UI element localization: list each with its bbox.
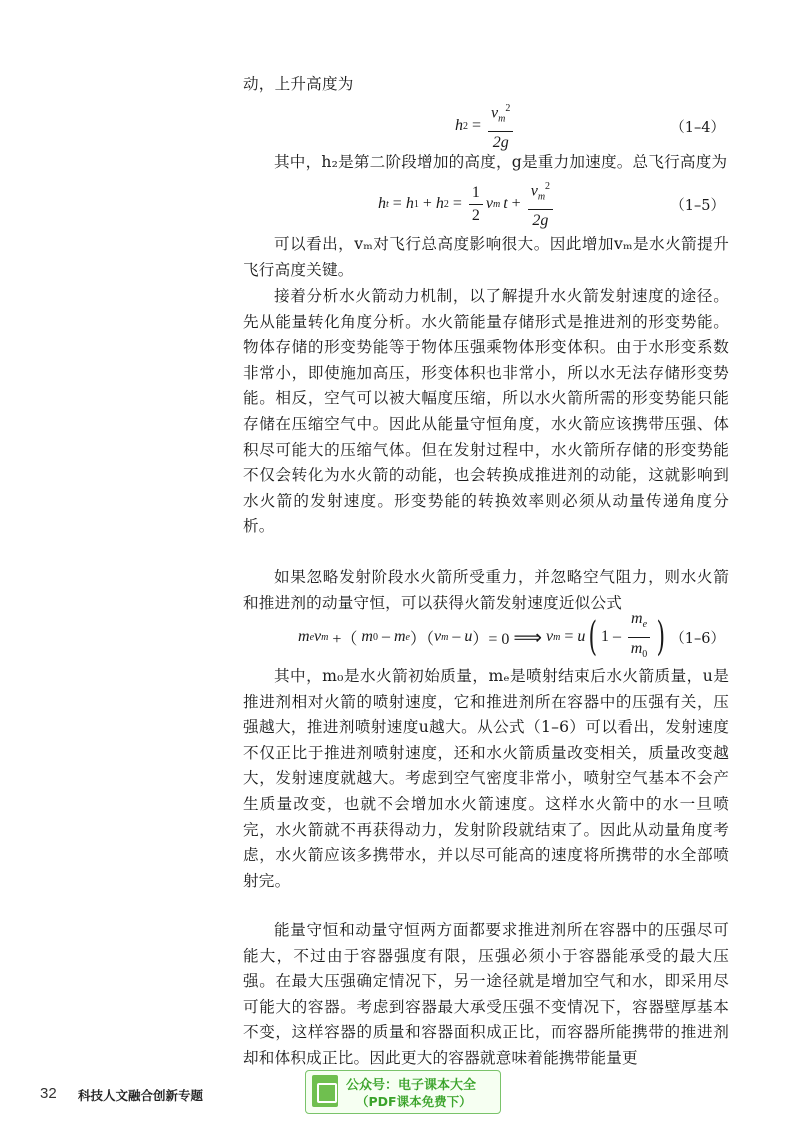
eq5-h2-sub: 2 <box>443 198 449 210</box>
eq5-num-sup: 2 <box>545 181 551 193</box>
eq6-plus-open: +（ <box>332 630 358 648</box>
eq6-minus-1: – <box>381 628 390 645</box>
eq6-paren-mid: ）（ <box>409 630 434 648</box>
eq4-lhs-sub: 2 <box>463 120 468 132</box>
eq5-vm-sub: m <box>492 198 501 210</box>
eq5-den: 2g <box>532 211 549 229</box>
equation-1-4 <box>243 100 729 152</box>
eq6-m0: m <box>361 628 373 645</box>
eq5-fraction <box>528 177 553 231</box>
eq5-equals-1: = <box>392 195 402 212</box>
equation-number-1-4: （1–4） <box>670 119 725 136</box>
paragraph-h2-definition: 其中，h₂是第二阶段增加的高度，g是重力加速度。总飞行高度为 <box>274 153 728 171</box>
page-number: 32 <box>40 1085 57 1102</box>
book-title: 科技人文融合创新专题 <box>78 1088 204 1103</box>
eq6-implies-arrow: ⟹ <box>513 626 543 649</box>
eq6-fraction <box>628 609 650 664</box>
eq4-num-sup: 2 <box>505 103 511 115</box>
eq5-half-num: 1 <box>469 183 483 205</box>
eq6-left-paren-icon: ( <box>588 614 598 660</box>
eq6-minus-3: – <box>613 628 622 645</box>
eq6-vm-2: v <box>433 628 442 645</box>
eq4-num-sub: m <box>498 113 506 125</box>
eq6-right-paren-icon: ) <box>656 614 666 660</box>
eq6-me: m <box>298 628 310 645</box>
eq6-vm-result: v <box>546 628 554 645</box>
paragraph-intro: 动，上升高度为 <box>243 75 354 93</box>
eq4-lhs: h <box>455 117 463 134</box>
eq6-vm-sub: m <box>321 631 329 643</box>
watermark-line-1: 公众号：电子课本大全 <box>346 1078 477 1093</box>
eq6-frac-den-sub: 0 <box>642 648 648 660</box>
eq6-vm: v <box>314 628 322 645</box>
eq5-h2: h <box>435 195 444 212</box>
eq5-plus-1: + <box>422 195 432 212</box>
eq6-u: u <box>464 628 473 645</box>
eq6-m0-sub: 0 <box>372 631 378 643</box>
eq4-equals: = <box>472 117 482 134</box>
equation-1-6 <box>243 611 729 663</box>
paragraph-vm-importance: 可以看出，vₘ对飞行总高度影响很大。因此增加vₘ是水火箭提升飞行高度关键。 <box>243 235 729 279</box>
eq5-h1: h <box>405 195 414 212</box>
eq6-frac-den: m <box>630 639 643 657</box>
eq5-half-fraction <box>469 183 483 226</box>
paragraph-power-mechanism: 接着分析水火箭动力机制，以了解提升水火箭发射速度的途径。先从能量转化角度分析。水火箭能量存储形式是推进剂的形变势能。物体存储的形变势能等于物体压强乘物体形变体积。由于水形变系数非常小，即使施加高压，形变体积也非常小，所以水无法存储形变势能。相反，空气可以被大幅度压缩，所以水火箭所需的形变势能只能存储在压缩空气中。因此从能量守恒角度，水火箭应该携带压强、体积尽可能大的压缩气体。但在发射过程中，水火箭所存储的形变势能不仅会转化为水火箭的动能，也会转换成推进剂的动能，这就影响到水火箭的发射速度。形变势能的转换效率则必须从动量传递角度分析。 <box>243 287 729 536</box>
watermark-badge <box>305 1070 501 1114</box>
eq6-frac-num: m <box>631 610 643 628</box>
eq5-plus-2: + <box>511 195 521 212</box>
eq6-equals-zero: ）= 0 <box>472 630 510 648</box>
book-icon <box>312 1075 338 1107</box>
eq6-frac-num-sub: e <box>642 619 648 631</box>
watermark-line-2: （PDF课本免费下） <box>356 1094 472 1109</box>
eq6-one: 1 <box>601 628 610 645</box>
eq5-vm: v <box>485 195 493 212</box>
eq4-den: 2g <box>492 133 509 151</box>
paragraph-momentum-conservation: 如果忽略发射阶段水火箭所受重力，并忽略空气阻力，则水火箭和推进剂的动量守恒，可以获得火箭发射速度近似公式 <box>243 568 729 612</box>
paragraph-symbols-explanation: 其中，m₀是水火箭初始质量，mₑ是喷射结束后水火箭质量，u是推进剂相对火箭的喷射速度，它和推进剂所在容器中的压强有关，压强越大，推进剂喷射速度u越大。从公式（1–6）可以看出，发射速度不仅正比于推进剂喷射速度，还和水火箭质量改变相关，质量改变越大，发射速度就越大。考虑到空气密度非常小，喷射空气基本不会产生质量改变，也就不会增加水火箭速度。这样水火箭中的水一旦喷完，水火箭就不再获得动力，发射阶段就结束了。因此从动量角度考虑，水火箭应该多携带水，并以尽可能高的速度将所携带的水全部喷射完。 <box>243 667 729 890</box>
eq4-num: v <box>491 104 499 122</box>
eq6-minus-2: – <box>452 628 461 645</box>
eq5-h1-sub: 1 <box>413 198 419 210</box>
equation-1-5 <box>243 178 729 230</box>
equation-number-1-6: （1–6） <box>670 630 725 647</box>
paragraph-pressure-container: 能量守恒和动量守恒两方面都要求推进剂所在容器中的压强尽可能大，不过由于容器强度有限，压强必须小于容器能承受的最大压强。在最大压强确定情况下，另一途径就是增加空气和水，即采用尽可能大的容器。考虑到容器最大承受压强不变情况下，容器壁厚基本不变，这样容器的质量和容器面积成正比，而容器所能携带的推进剂却和体积成正比。因此更大的容器就意味着能携带能量更 <box>243 921 729 1067</box>
eq5-ht: h <box>378 195 386 212</box>
eq5-t: t <box>503 195 508 212</box>
eq5-num-sub: m <box>537 191 546 203</box>
eq6-me-2: m <box>393 628 406 645</box>
eq5-equals-2: = <box>452 195 462 212</box>
eq5-num: v <box>530 182 538 200</box>
eq6-vm-result-sub: m <box>553 631 561 643</box>
eq5-ht-sub: t <box>386 198 389 210</box>
eq5-half-den: 2 <box>471 206 480 224</box>
eq6-equals: = <box>564 628 574 645</box>
eq6-vm-2-sub: m <box>441 631 449 643</box>
eq6-me-sub: e <box>309 631 315 643</box>
eq6-me-2-sub: e <box>405 631 410 643</box>
eq4-fraction <box>488 99 513 153</box>
eq6-u-2: u <box>577 628 586 645</box>
equation-number-1-5: （1–5） <box>670 197 725 214</box>
